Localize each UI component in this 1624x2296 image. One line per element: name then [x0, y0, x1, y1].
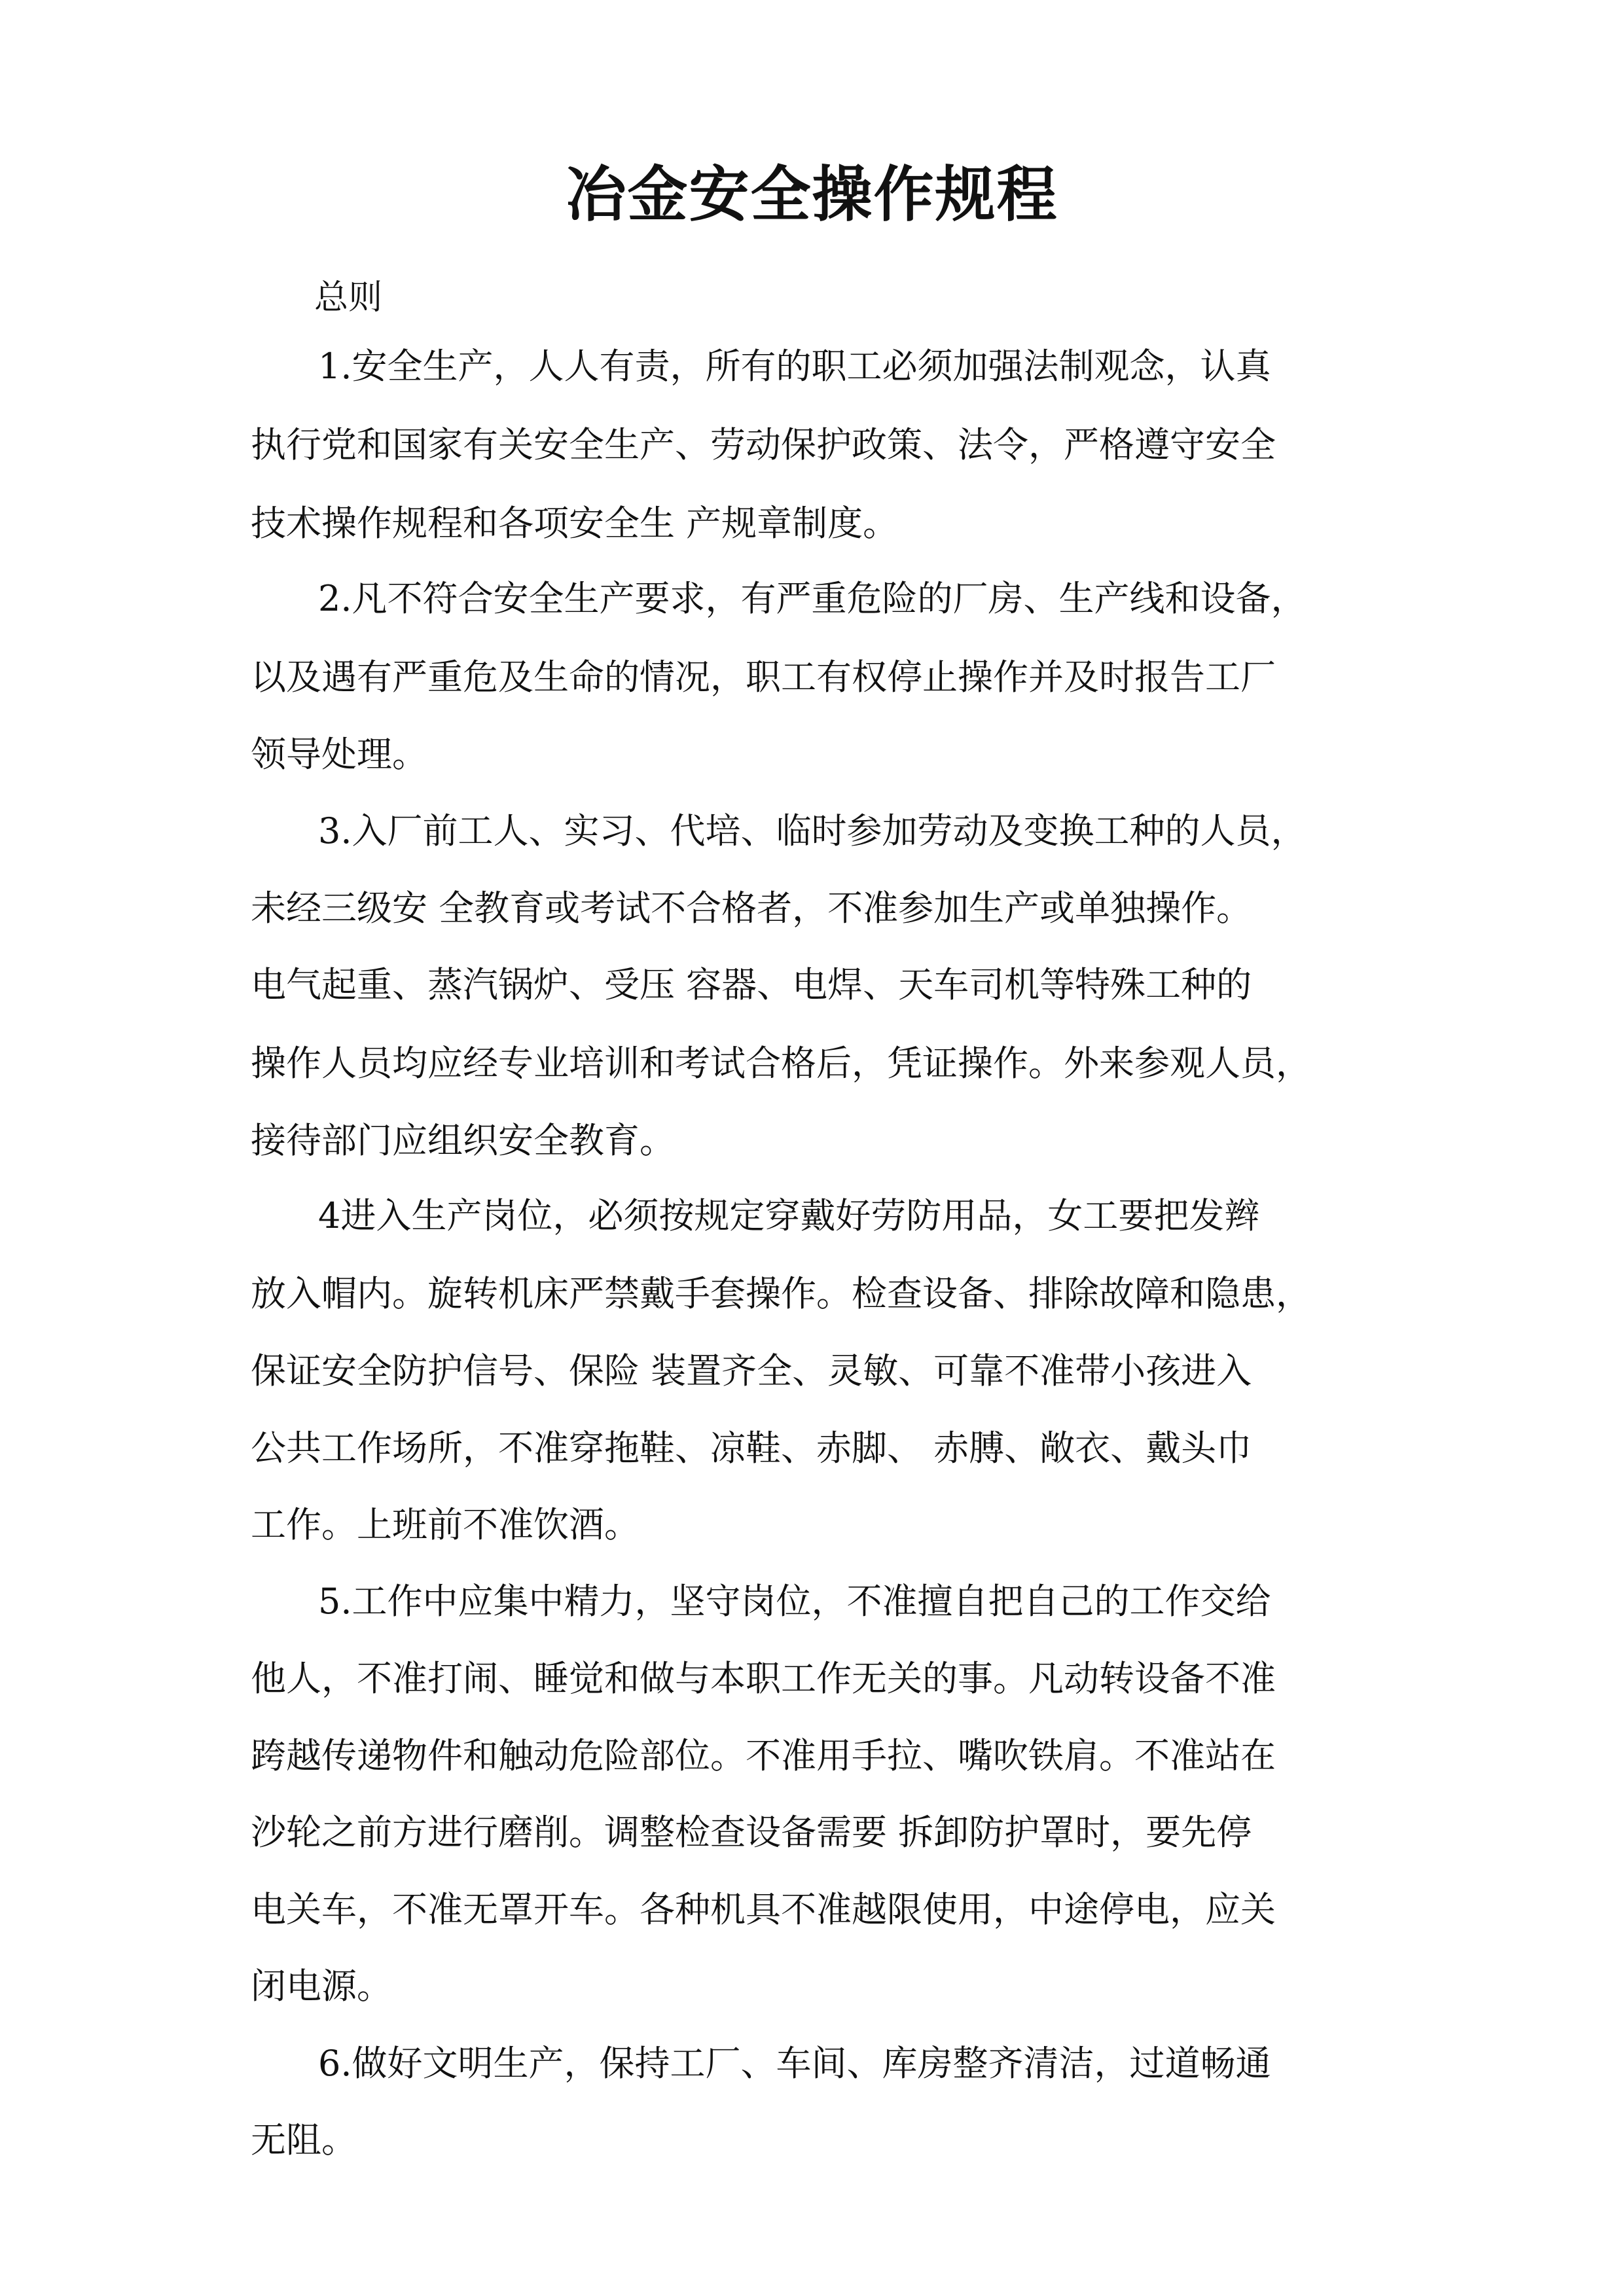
paragraph-1-line-3: 技术操作规程和各项安全生 产规章制度。 [251, 503, 899, 544]
paragraph-4-line-2: 放入帽内。旋转机床严禁戴手套操作。检查设备、排除故障和隐患， [251, 1273, 1311, 1314]
paragraph-5-line-5: 电关车，不准无罩开车。各种机具不准越限使用，中途停电，应关 [251, 1889, 1276, 1930]
paragraph-3-line-3: 电气起重、蒸汽锅炉、受压 容器、电焊、天车司机等特殊工种的 [251, 964, 1252, 1005]
paragraph-4-line-4: 公共工作场所，不准穿拖鞋、凉鞋、赤脚、 赤膊、敞衣、戴头巾 [251, 1427, 1252, 1469]
page-title: 冶金安全操作规程 [566, 159, 1058, 230]
paragraph-3-line-2: 未经三级安 全教育或考试不合格者，不准参加生产或单独操作。 [251, 888, 1252, 929]
paragraph-3-line-5: 接待部门应组织安全教育。 [251, 1120, 675, 1161]
paragraph-2-line-3: 领导处理。 [251, 734, 427, 775]
paragraph-4-line-5: 工作。上班前不准饮酒。 [251, 1504, 640, 1545]
paragraph-4-line-1: 4进入生产岗位，必须按规定穿戴好劳防用品，女工要把发辫 [318, 1195, 1260, 1236]
paragraph-3-line-4: 操作人员均应经专业培训和考试合格后，凭证操作。外来参观人员， [251, 1043, 1311, 1084]
paragraph-6-line-1: 6.做好文明生产，保持工厂、车间、库房整齐清洁，过道畅通 [318, 2043, 1271, 2084]
paragraph-4-line-3: 保证安全防护信号、保险 装置齐全、灵敏、可靠不准带小孩进入 [251, 1350, 1252, 1391]
paragraph-5-line-4: 沙轮之前方进行磨削。调整检查设备需要 拆卸防护罩时，要先停 [251, 1812, 1252, 1853]
paragraph-2-line-1: 2.凡不符合安全生产要求，有严重危险的厂房、生产线和设备， [318, 578, 1307, 619]
paragraph-5-line-2: 他人，不准打闹、睡觉和做与本职工作无关的事。凡动转设备不准 [251, 1658, 1276, 1699]
paragraph-3-line-1: 3.入厂前工人、实习、代培、临时参加劳动及变换工种的人员， [318, 810, 1307, 852]
paragraph-6-line-2: 无阻。 [251, 2119, 357, 2161]
paragraph-5-line-6: 闭电源。 [251, 1965, 392, 2007]
paragraph-2-line-2: 以及遇有严重危及生命的情况，职工有权停止操作并及时报告工厂 [251, 656, 1276, 698]
paragraph-5-line-3: 跨越传递物件和触动危险部位。不准用手拉、嘴吹铁肩。不准站在 [251, 1735, 1276, 1776]
paragraph-1-line-2: 执行党和国家有关安全生产、劳动保护政策、法令，严格遵守安全 [251, 424, 1276, 465]
paragraph-1-line-1: 1.安全生产，人人有责，所有的职工必须加强法制观念，认真 [318, 346, 1271, 387]
section-heading: 总则 [314, 278, 383, 317]
paragraph-5-line-1: 5.工作中应集中精力，坚守岗位，不准擅自把自己的工作交给 [318, 1581, 1271, 1622]
